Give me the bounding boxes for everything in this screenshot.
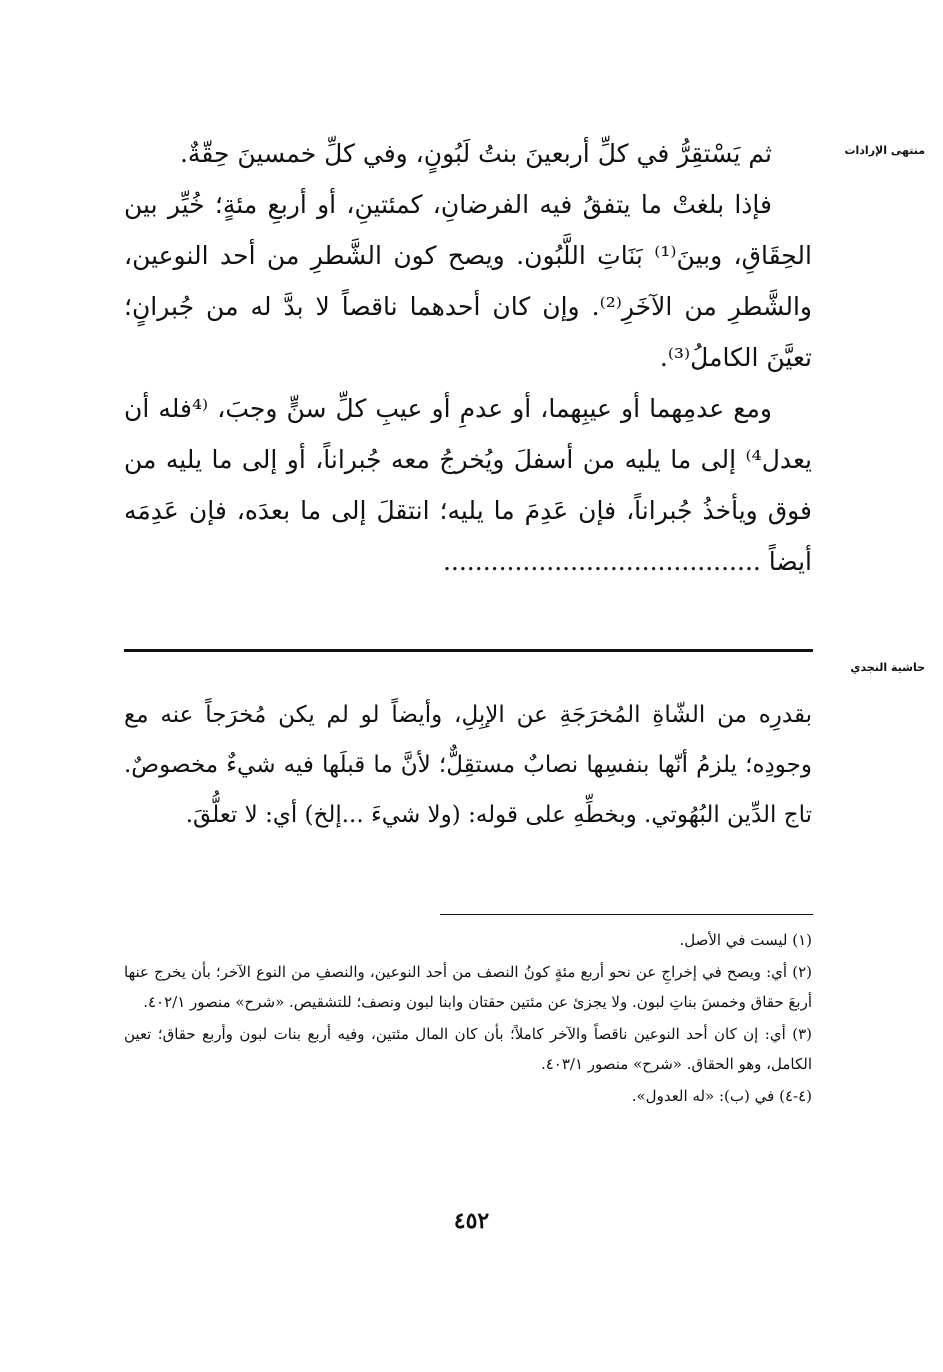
hashia-source-label: حاشية النجدي [850, 661, 925, 674]
main-text-source-label: منتهى الإرادات [844, 144, 925, 157]
main-line-1: ثم يَسْتقِرُّ في كلِّ أربعينَ بنتُ لَبُونٍ، وفي كلِّ خمسينَ حِقّةٌ. [179, 139, 772, 168]
hashia-paragraph: بقدرِه من الشّاةِ المُخرَجَةِ عن الإبِلِ، وأيضاً لو لم يكن مُخرَجاً عنه مع وجودِه؛ يلزمُ أنّها بنفسِها نصابٌ مستقِلٌّ؛ لأنَّ ما قبلَها فيه شيءٌ مخصوصٌ. تاج الدِّين البُهُوتي. وبخطِّهِ على قوله: (ولا شيءَ ...إلخ) أي: لا تعلُّقَ. [124, 702, 812, 828]
footnote-3: (٣) أي: إن كان أحد النوعين ناقصاً والآخر كاملاً؛ بأن كان المال مئتين، وفيه أربع بنات لبون وأربع حقاق؛ تعين الكامل، وهو الحقاق. «شرح» منصور ٤٠٣/١. [124, 1025, 812, 1073]
footnote-4: (٤-٤) في (ب): «له العدول». [631, 1087, 812, 1105]
main-text [124, 128, 812, 587]
footnote-separator [440, 914, 813, 915]
main-paragraph-2: فإذا بلغتْ ما يتفقُ فيه الفرضانِ، كمئتينِ، أو أربعِ مئةٍ؛ خُيِّر بين الحِقَاقِ، وبينَ⁽¹⁾ بَنَاتِ اللَّبُون. ويصح كون الشَّطرِ من أحد النوعين، والشَّطرِ من الآخَرِ⁽²⁾. وإن كان أحدهما ناقصاً لا بدَّ له من جُبرانٍ؛ تعيَّنَ الكاملُ⁽³⁾. [124, 190, 812, 372]
main-paragraph-3: ومع عدمِهما أو عيبِهما، أو عدمِ أو عيبِ كلِّ سنٍّ وجبَ، ⁽⁴فله أن يعدل⁴⁾ إلى ما يليه من أسفلَ ويُخرجُ معه جُبراناً، أو إلى ما يليه من فوق ويأخذُ جُبراناً، فإن عَدِمَ ما يليه؛ انتقلَ إلى ما بعدَه، فإن عَدِمَه أيضاً ........................................ [124, 394, 812, 576]
footnote-1: (١) ليست في الأصل. [679, 931, 812, 949]
hashia-text [124, 690, 812, 840]
main-hashia-separator [124, 649, 813, 652]
footnotes [124, 925, 812, 1113]
footnote-2: (٢) أي: ويصح في إخراجِ عن نحو أربع مئةٍ كونُ النصف من أحد النوعين، والنصفِ من النوع الآخر؛ بأن يخرج عنها أربعَ حقاق وخمسَ بناتِ لبون. ولا يجزئ عن مئتين حقتان وابنا لبون ونصف؛ للتشقيص. «شرح» منصور ٤٠٢/١. [124, 963, 812, 1011]
page-number: ٤٥٢ [453, 1208, 490, 1234]
